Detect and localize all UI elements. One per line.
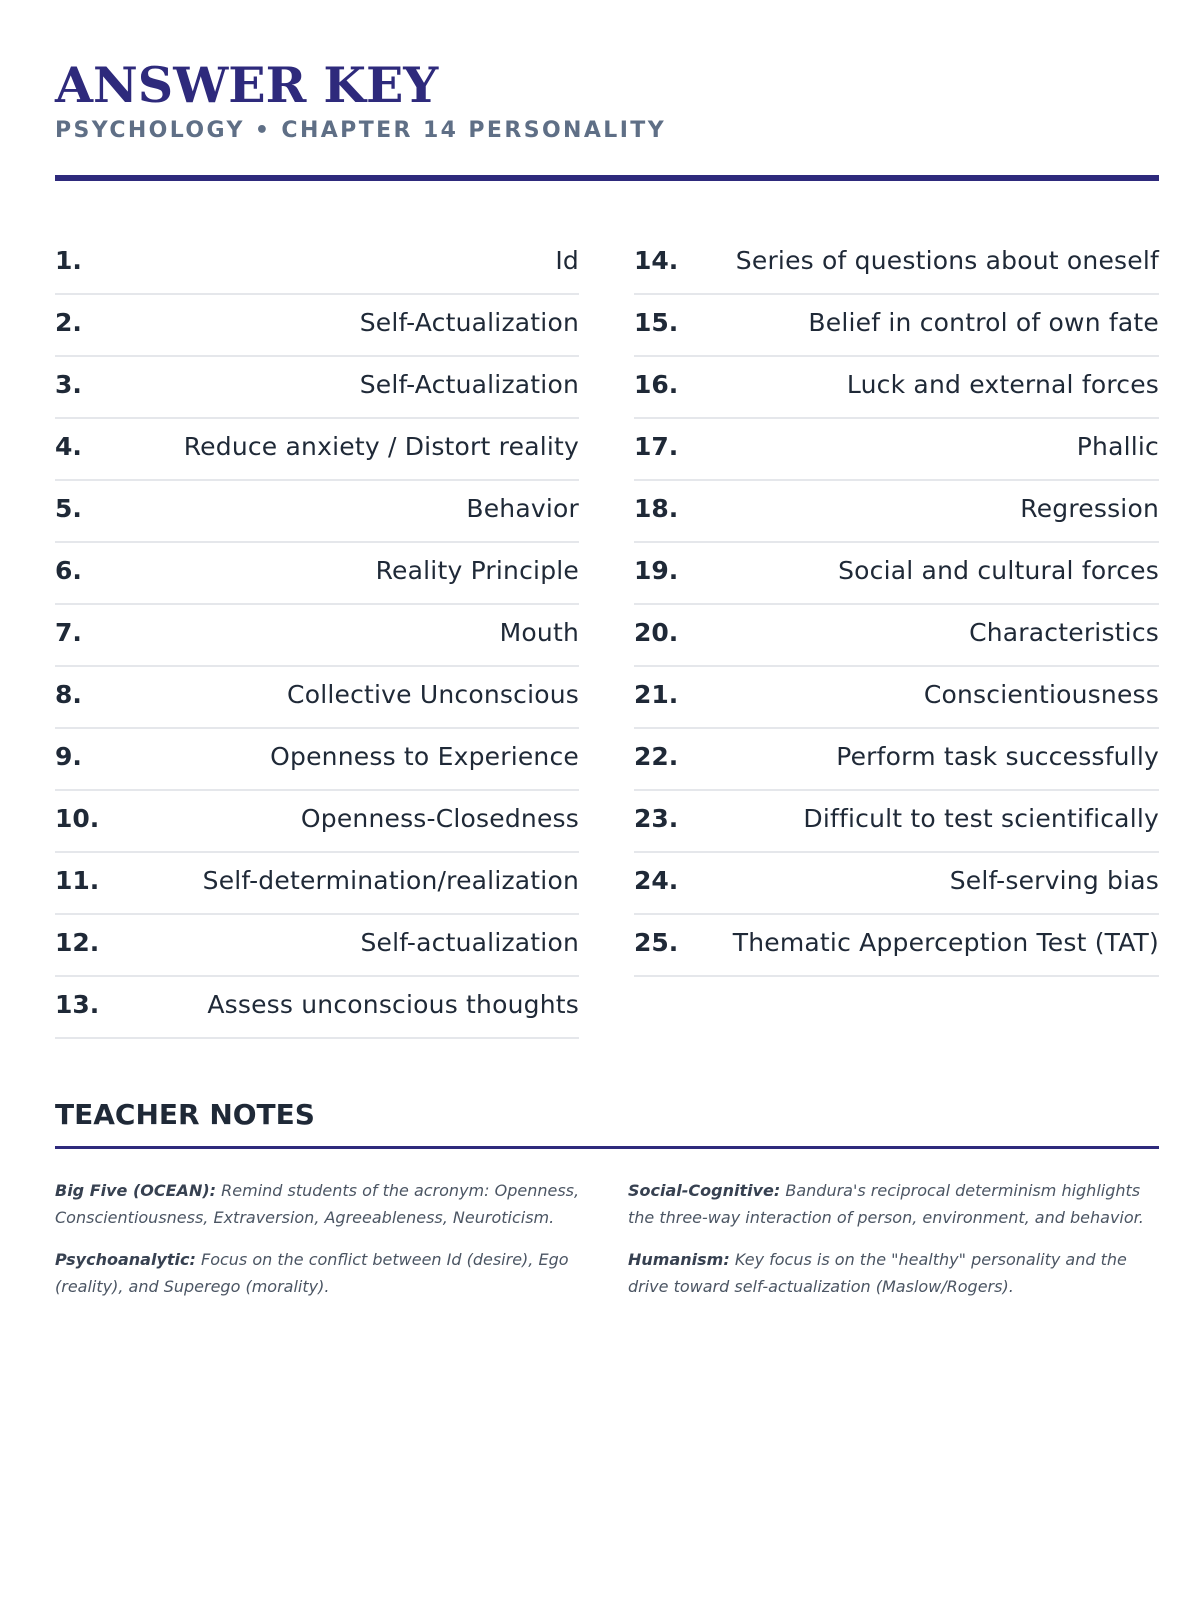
answer-row xyxy=(55,667,579,729)
teacher-note-label: Psychoanalytic: xyxy=(55,1250,196,1269)
question-number: 1. xyxy=(55,246,82,275)
answer-text: Self-serving bias xyxy=(949,866,1159,895)
answer-text: Self-determination/realization xyxy=(202,866,579,895)
answer-row xyxy=(55,915,579,977)
question-number: 19. xyxy=(634,556,679,585)
question-number: 12. xyxy=(55,928,100,957)
answer-row xyxy=(55,357,579,419)
teacher-note xyxy=(55,1177,585,1231)
question-number: 14. xyxy=(634,246,679,275)
teacher-note-label: Big Five (OCEAN): xyxy=(55,1181,217,1200)
answers-right-column xyxy=(634,233,1159,977)
answer-text: Id xyxy=(555,246,579,275)
teacher-note xyxy=(628,1246,1158,1300)
answer-row xyxy=(634,791,1159,853)
question-number: 4. xyxy=(55,432,82,461)
answers-left-column xyxy=(55,233,579,1039)
answer-row xyxy=(55,729,579,791)
answer-text: Self-Actualization xyxy=(359,308,579,337)
question-number: 20. xyxy=(634,618,679,647)
teacher-note xyxy=(628,1177,1158,1231)
page-title: ANSWER KEY xyxy=(55,56,439,114)
teacher-note xyxy=(55,1246,585,1300)
answer-text: Reduce anxiety / Distort reality xyxy=(183,432,579,461)
teacher-notes-divider xyxy=(55,1146,1159,1149)
answer-row xyxy=(634,543,1159,605)
answer-text: Phallic xyxy=(1076,432,1159,461)
answer-row xyxy=(55,481,579,543)
answer-text: Luck and external forces xyxy=(846,370,1159,399)
answer-text: Series of questions about oneself xyxy=(735,246,1159,275)
question-number: 2. xyxy=(55,308,82,337)
answer-row xyxy=(55,853,579,915)
answer-row xyxy=(55,543,579,605)
answer-text: Reality Principle xyxy=(375,556,579,585)
question-number: 15. xyxy=(634,308,679,337)
answer-row xyxy=(634,357,1159,419)
answer-key-page xyxy=(55,0,1159,1600)
teacher-note-text: Bandura's reciprocal determinism highlights the three-way interaction of person, environment, and behavior. xyxy=(628,1181,1144,1227)
answer-row xyxy=(634,667,1159,729)
question-number: 11. xyxy=(55,866,100,895)
question-number: 18. xyxy=(634,494,679,523)
answer-text: Openness to Experience xyxy=(270,742,579,771)
answer-row xyxy=(55,977,579,1039)
question-number: 6. xyxy=(55,556,82,585)
question-number: 23. xyxy=(634,804,679,833)
answer-text: Behavior xyxy=(466,494,579,523)
answer-row xyxy=(634,605,1159,667)
question-number: 13. xyxy=(55,990,100,1019)
question-number: 17. xyxy=(634,432,679,461)
answer-text: Mouth xyxy=(499,618,579,647)
answer-text: Social and cultural forces xyxy=(838,556,1159,585)
question-number: 8. xyxy=(55,680,82,709)
question-number: 24. xyxy=(634,866,679,895)
answer-row xyxy=(634,915,1159,977)
answer-text: Self-Actualization xyxy=(359,370,579,399)
answer-row xyxy=(55,605,579,667)
answer-text: Characteristics xyxy=(969,618,1159,647)
answer-text: Self-actualization xyxy=(360,928,579,957)
answer-text: Thematic Apperception Test (TAT) xyxy=(732,928,1159,957)
answer-row xyxy=(55,233,579,295)
answer-row xyxy=(634,419,1159,481)
question-number: 16. xyxy=(634,370,679,399)
answer-row xyxy=(634,729,1159,791)
answer-row xyxy=(634,853,1159,915)
page-subtitle: PSYCHOLOGY • CHAPTER 14 PERSONALITY xyxy=(55,118,667,143)
teacher-note-label: Social-Cognitive: xyxy=(628,1181,781,1200)
question-number: 10. xyxy=(55,804,100,833)
question-number: 22. xyxy=(634,742,679,771)
answer-row xyxy=(55,791,579,853)
answer-row xyxy=(634,233,1159,295)
question-number: 7. xyxy=(55,618,82,647)
question-number: 5. xyxy=(55,494,82,523)
teacher-note-text: Remind students of the acronym: Openness, Conscientiousness, Extraversion, Agreeableness, Neuroticism. xyxy=(55,1181,580,1227)
question-number: 25. xyxy=(634,928,679,957)
answer-row xyxy=(634,295,1159,357)
answer-text: Openness-Closedness xyxy=(300,804,579,833)
answer-text: Belief in control of own fate xyxy=(808,308,1159,337)
teacher-notes-heading: TEACHER NOTES xyxy=(55,1098,315,1131)
teacher-note-text: Focus on the conflict between Id (desire), Ego (reality), and Superego (morality). xyxy=(55,1250,569,1296)
answer-row xyxy=(55,295,579,357)
answer-row xyxy=(634,481,1159,543)
teacher-note-text: Key focus is on the "healthy" personality and the drive toward self-actualization (Maslow/Rogers). xyxy=(628,1250,1127,1296)
header-divider xyxy=(55,175,1159,181)
answer-text: Assess unconscious thoughts xyxy=(207,990,579,1019)
answer-text: Regression xyxy=(1020,494,1159,523)
question-number: 9. xyxy=(55,742,82,771)
question-number: 3. xyxy=(55,370,82,399)
question-number: 21. xyxy=(634,680,679,709)
teacher-note-label: Humanism: xyxy=(628,1250,730,1269)
answer-text: Perform task successfully xyxy=(836,742,1159,771)
answer-text: Conscientiousness xyxy=(923,680,1159,709)
answer-text: Collective Unconscious xyxy=(287,680,579,709)
answer-row xyxy=(55,419,579,481)
answer-text: Difficult to test scientifically xyxy=(803,804,1159,833)
